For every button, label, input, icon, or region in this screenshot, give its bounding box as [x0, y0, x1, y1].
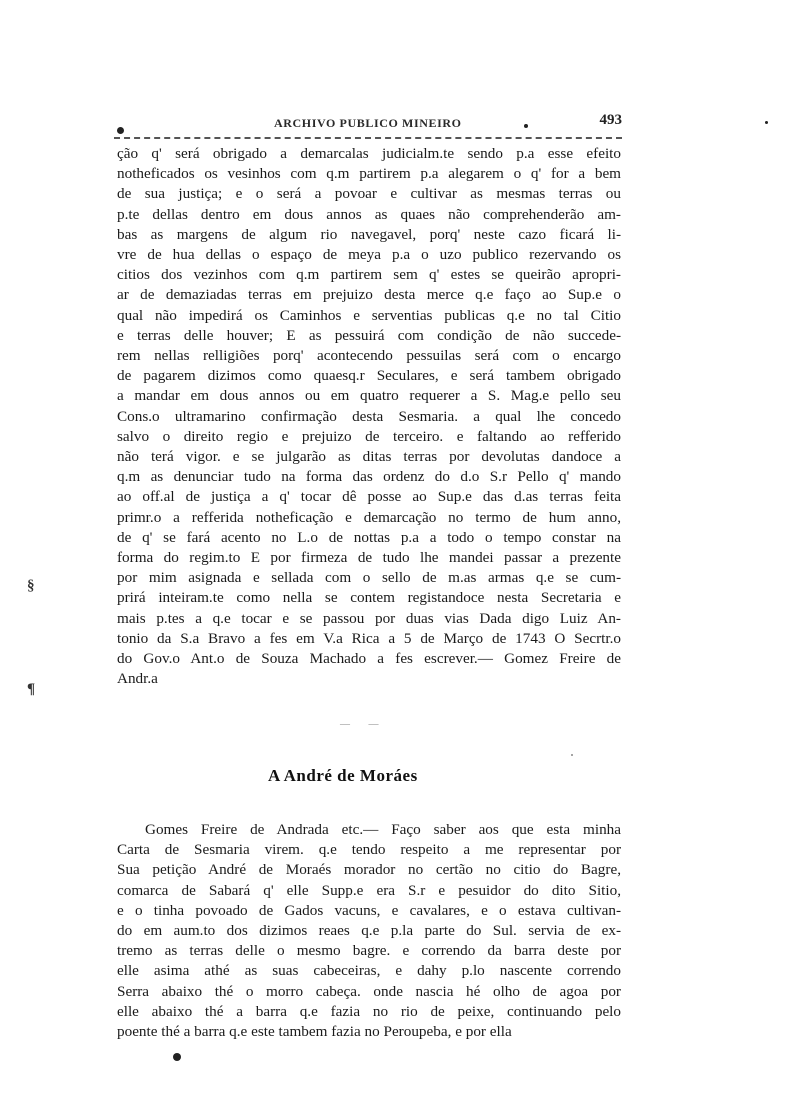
text-line: tonio da S.a Bravo a fes em V.a Rica a 5 de Março de 1743 O Secrtr.o	[117, 629, 621, 647]
text-line: poente thé a barra q.e este tambem fazia no Peroupeba, e por ella	[117, 1023, 512, 1041]
text-line: bas as margens de algum rio navegavel, porq' neste cazo ficará li-	[117, 225, 621, 243]
text-line: mais p.tes a q.e tocar e se passou por duas vias Dada digo Luiz An-	[117, 609, 621, 627]
footer-bullet	[173, 1053, 181, 1061]
text-line: prirá inteiram.te como nella se contem registandoce nesta Secretaria e	[117, 589, 621, 607]
text-line: Andr.a	[117, 670, 158, 688]
margin-mark-2: ¶	[27, 681, 36, 697]
text-line: a mandar em dous annos ou em quatro requerer a S. Mag.e pello seu	[117, 387, 621, 405]
text-line: ao off.al de justiça a q' tocar dê posse ao Sup.e das d.as terras feita	[117, 488, 621, 506]
header-bullet-right	[524, 124, 528, 128]
text-line: e terras delle houver; E as pessuirá com condição de não succede-	[117, 326, 621, 344]
running-header	[114, 112, 622, 134]
text-line: comarca de Sabará q' elle Supp.e era S.r e pesuidor do dito Sitio,	[117, 881, 621, 899]
text-line: notheficados os vesinhos com q.m partirem p.a alegarem o q' for a bem	[117, 165, 621, 183]
text-line: do Gov.o Ant.o de Souza Machado a fes escrever.— Gomez Freire de	[117, 650, 621, 668]
text-line: elle abaixo thé a barra q.e fazia no rio de peixe, continuando pelo	[117, 1002, 621, 1020]
text-line: ção q' será obrigado a demarcalas judicialm.te sendo p.a esse efeito	[117, 145, 621, 162]
text-line: e o tinha povoado de Gados vacuns, e cavalares, e o estava cultivan-	[117, 901, 621, 919]
paragraph-1	[117, 144, 621, 689]
text-line: Gomes Freire de Andrada etc.— Faço saber aos que esta minha	[145, 821, 621, 838]
header-title: ARCHIVO PUBLICO MINEIRO	[274, 116, 462, 130]
text-line: forma do regim.to E por firmeza de tudo lhe mandei passar a prezente	[117, 549, 621, 567]
text-line: de q' se fará acento no L.o de nottas p.a a todo o tempo constar na	[117, 528, 621, 546]
text-line: rem nellas relligiões porq' acontecendo pessuilas será com o encargo	[117, 347, 621, 365]
page-number: 493	[599, 112, 622, 128]
text-line: por mim asignada e sellada com o sello de m.as armas q.e se cum-	[117, 569, 621, 587]
text-line: p.te dellas dentro em dous annos as quaes não comprehenderão am-	[117, 205, 621, 223]
text-line: de pagarem dizimos como quaesq.r Seculares, e será tambem obrigado	[117, 367, 621, 385]
stray-dot	[571, 754, 573, 756]
text-line: do em aum.to dos dizimos reaes q.e p.la parte do Sul. servia de ex-	[117, 922, 621, 940]
section-heading: A André de Moráes	[268, 766, 418, 785]
section-separator: — —	[340, 719, 387, 730]
text-line: salvo o direito regio e prejuizo de terceiro. e faltando ao refferido	[117, 427, 621, 445]
text-line: não terá vigor. e se julgarão as ditas terras por devolutas dandoce a	[117, 448, 621, 466]
header-rule	[114, 137, 622, 139]
margin-mark-1: §	[27, 578, 35, 594]
text-line: tremo as terras delle o mesmo bagre. e correndo da barra deste por	[117, 942, 621, 960]
text-line: citios dos vezinhos com q.m partirem sem q' estes se queirão apropri-	[117, 266, 621, 284]
text-line: ar de demaziadas terras em prejuizo desta merce q.e faço ao Sup.e o	[117, 286, 621, 304]
text-line: Sua petição André de Moraés morador no certão no citio do Bagre,	[117, 861, 621, 879]
paragraph-2	[117, 820, 621, 1042]
text-line: Cons.o ultramarino confirmação desta Sesmaria. a qual lhe concedo	[117, 407, 621, 425]
text-line: primr.o a refferida notheficação e demarcação no termo de hum anno,	[117, 508, 621, 526]
text-line: elle asima athé as suas cabeceiras, e dahy p.lo nascente correndo	[117, 962, 621, 980]
text-line: qual não impedirá os Caminhos e serventias publicas q.e no tal Citio	[117, 306, 621, 324]
text-line: Serra abaixo thé o morro cabeça. onde nascia hé olho de agoa por	[117, 982, 621, 1000]
text-line: Carta de Sesmaria virem. q.e tendo respeito a me representar por	[117, 841, 621, 859]
edge-speck	[765, 121, 768, 124]
text-line: de sua justiça; e o será a povoar e cultivar as mesmas terras ou	[117, 185, 621, 203]
text-line: q.m as denunciar tudo na forma das ordenz do d.o S.r Pello q' mando	[117, 468, 621, 486]
text-line: vre de hua dellas o espaço de meya p.a o uzo publico rezervando os	[117, 246, 621, 264]
